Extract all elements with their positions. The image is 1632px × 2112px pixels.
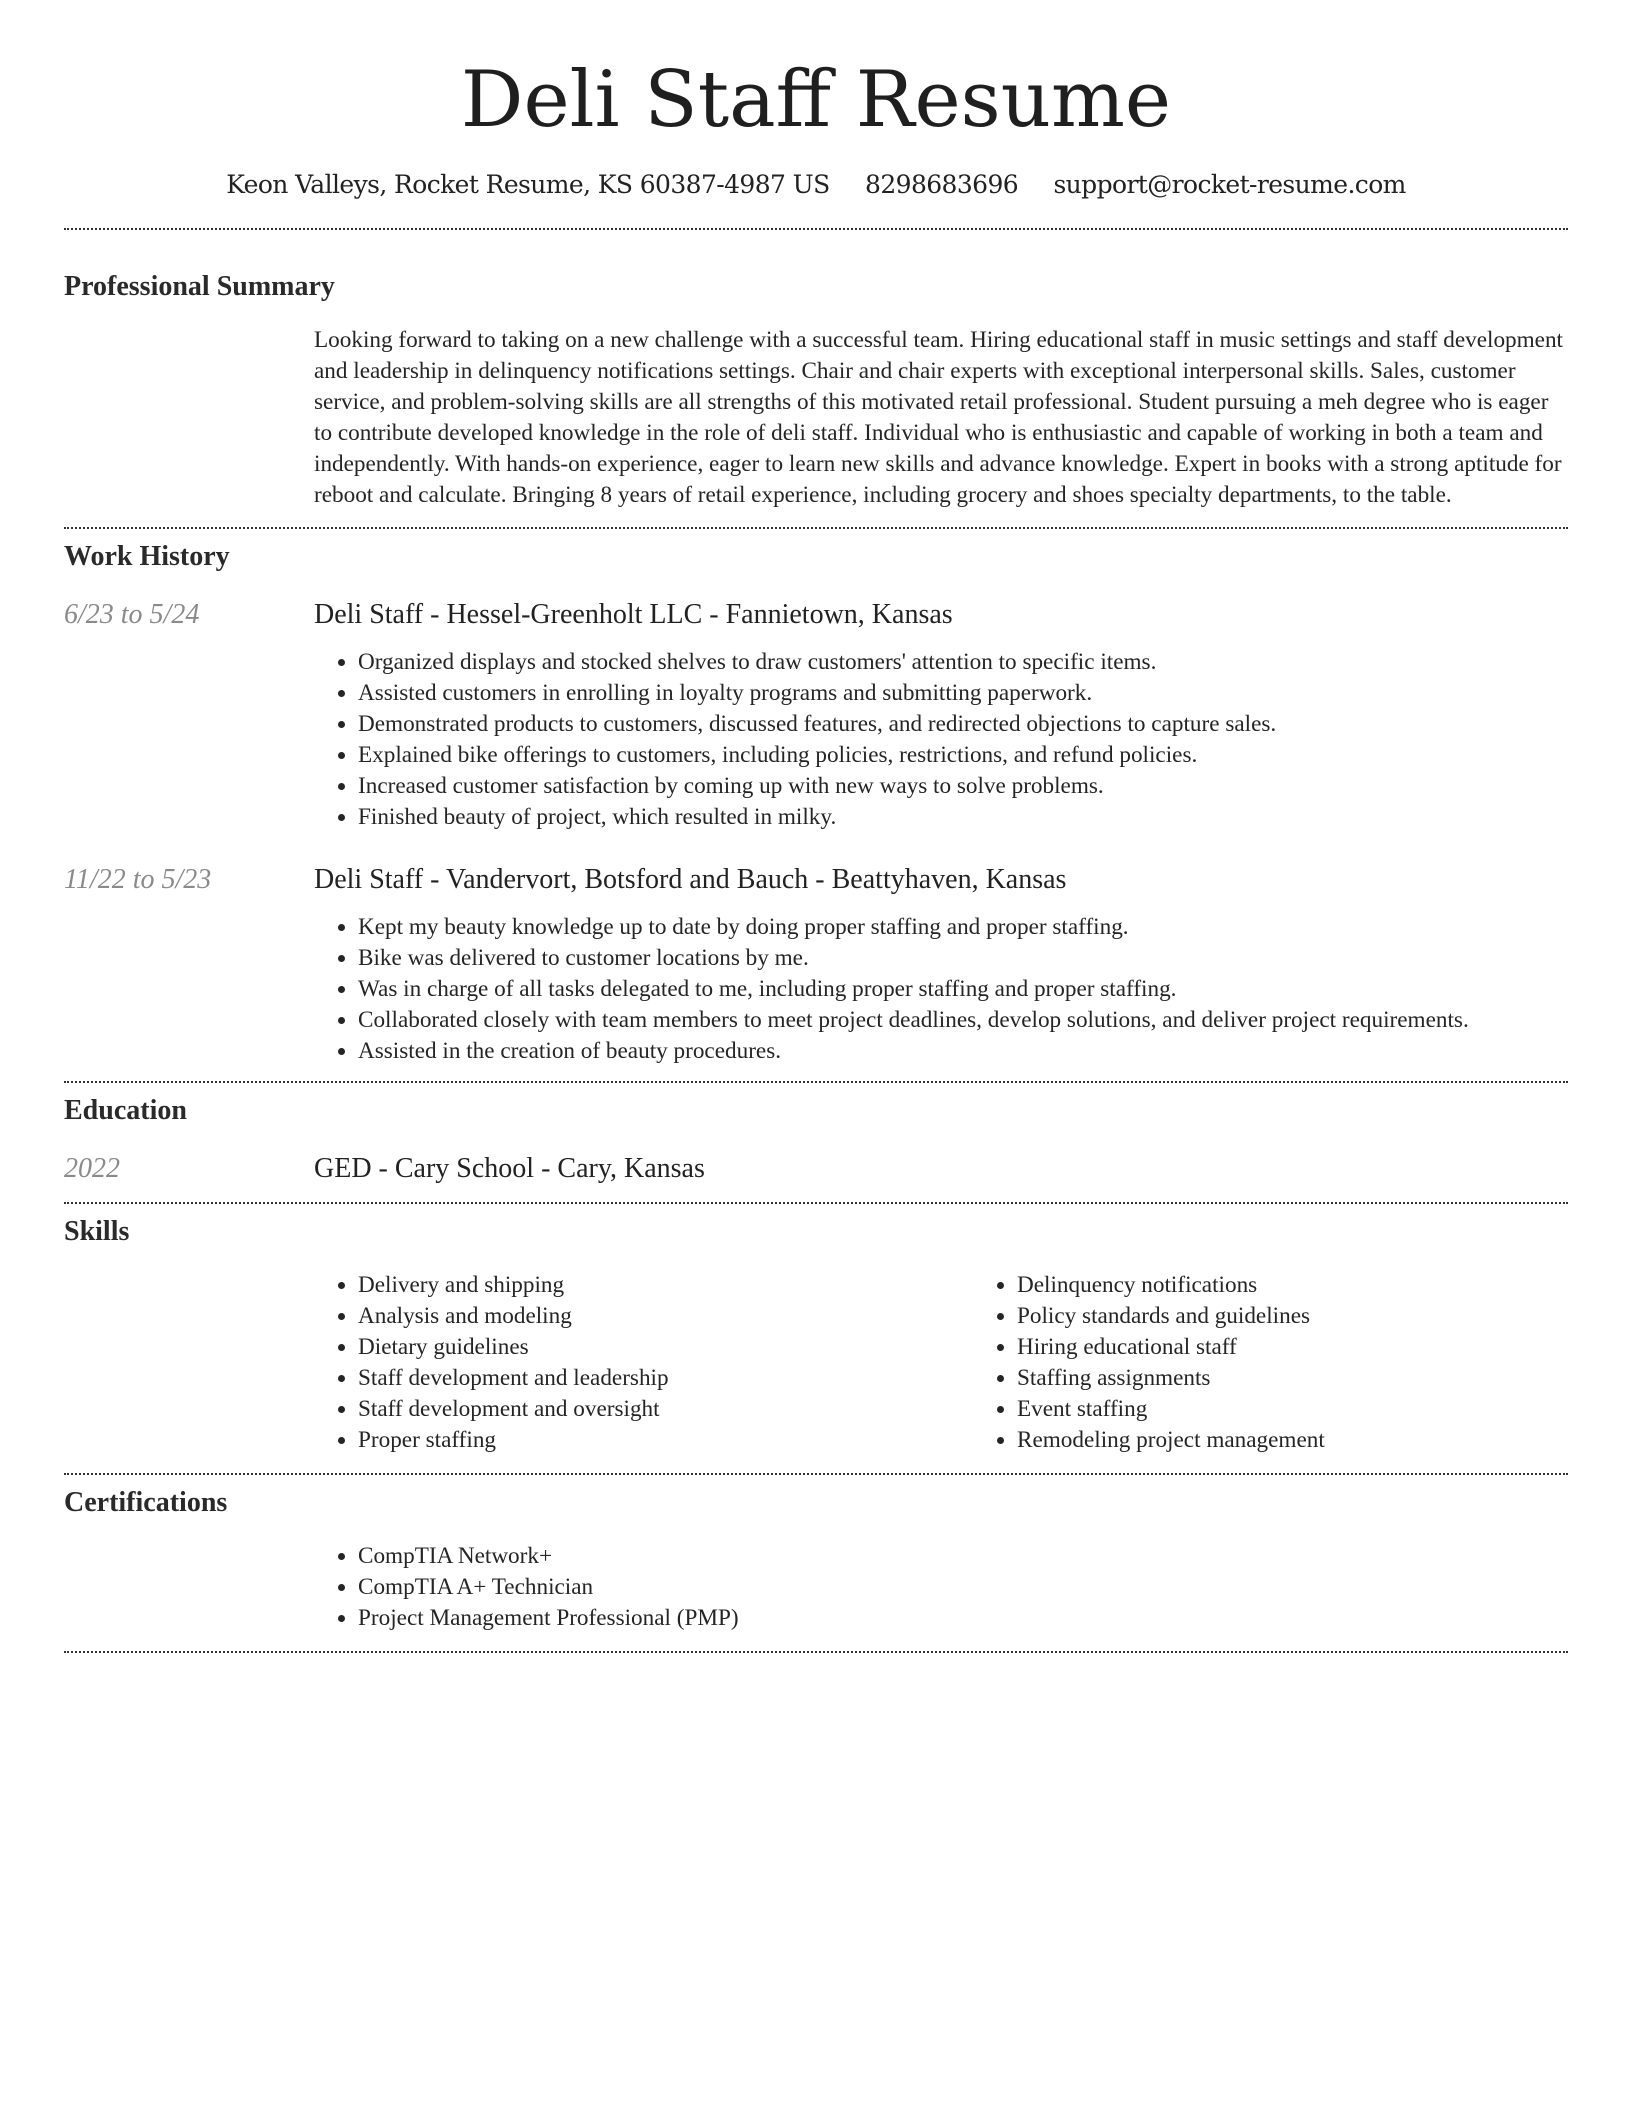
divider (64, 1651, 1568, 1653)
certifications-list (314, 1541, 1568, 1634)
contact-line (64, 168, 1568, 202)
summary-text: Looking forward to taking on a new challenge with a successful team. Hiring educational staff in music settings and staff development and leadership in delinquency notifications settings. Chair and chair experts with exceptional interpersonal skills. Sales, customer service, and problem-solving skills are all strengths of this motivated retail professional. Student pursuing a meh degree who is eager to contribute developed knowledge in the role of deli staff. Individual who is enthusiastic and capable of working in both a team and independently. With hands-on experience, eager to learn new skills and advance knowledge. Expert in books with a strong aptitude for reboot and calculate. Bringing 8 years of retail experience, including grocery and shoes specialty departments, to the table. (314, 327, 1563, 508)
list-item: • Staffing assignments (1017, 1363, 1632, 1394)
job-entry (64, 598, 1568, 833)
job-title: Deli Staff - Vandervort, Botsford and Bauch - Beattyhaven, Kansas (314, 864, 1067, 895)
list-item: • Policy standards and guidelines (1017, 1301, 1632, 1332)
list-item: • Proper staffing (358, 1425, 973, 1456)
list-item: • Was in charge of all tasks delegated to me, including proper staffing and proper staffing. (358, 974, 1568, 1005)
resume-page (64, 0, 1568, 1653)
job-title: Deli Staff - Hessel-Greenholt LLC - Fannietown, Kansas (314, 599, 953, 630)
skills-list-right (973, 1270, 1632, 1456)
list-item: • CompTIA A+ Technician (358, 1572, 1568, 1603)
divider (64, 527, 1568, 529)
job-dates: 11/22 to 5/23 (64, 864, 212, 895)
certifications-heading: Certifications (64, 1487, 228, 1518)
summary-section (64, 269, 1568, 511)
list-item: • Finished beauty of project, which resulted in milky. (358, 802, 1568, 833)
list-item: • Bike was delivered to customer locations by me. (358, 943, 1568, 974)
divider (64, 1473, 1568, 1475)
list-item: • Increased customer satisfaction by coming up with new ways to solve problems. (358, 771, 1568, 802)
job-entry (64, 863, 1568, 1067)
resume-header (64, 0, 1568, 202)
skills-list-left (314, 1270, 973, 1456)
skills-heading: Skills (64, 1216, 130, 1247)
education-year: 2022 (64, 1153, 120, 1184)
list-item: • Assisted in the creation of beauty procedures. (358, 1036, 1568, 1067)
summary-heading: Professional Summary (64, 271, 335, 302)
list-item: • Project Management Professional (PMP) (358, 1603, 1568, 1634)
list-item: • Hiring educational staff (1017, 1332, 1632, 1363)
contact-phone: 8298683696 (865, 170, 1019, 199)
education-entry (64, 1152, 1568, 1186)
list-item: • Remodeling project management (1017, 1425, 1632, 1456)
list-item: • Analysis and modeling (358, 1301, 973, 1332)
education-section (64, 1093, 1568, 1186)
list-item: • Dietary guidelines (358, 1332, 973, 1363)
list-item: • Explained bike offerings to customers, including policies, restrictions, and refund policies. (358, 740, 1568, 771)
job-bullets (314, 647, 1568, 833)
list-item: • Staff development and leadership (358, 1363, 973, 1394)
divider (64, 228, 1568, 230)
certifications-section (64, 1485, 1568, 1634)
work-history-heading: Work History (64, 541, 230, 572)
resume-title: Deli Staff Resume (460, 55, 1172, 145)
job-dates: 6/23 to 5/24 (64, 599, 200, 630)
list-item: • Delinquency notifications (1017, 1270, 1632, 1301)
contact-email: support@rocket-resume.com (1053, 170, 1406, 199)
list-item: • Kept my beauty knowledge up to date by doing proper staffing and proper staffing. (358, 912, 1568, 943)
work-history-section (64, 539, 1568, 1067)
list-item: • Delivery and shipping (358, 1270, 973, 1301)
divider (64, 1202, 1568, 1204)
list-item: • Collaborated closely with team members to meet project deadlines, develop solutions, and deliver project requirements. (358, 1005, 1568, 1036)
skills-section (64, 1214, 1568, 1456)
list-item: • Assisted customers in enrolling in loyalty programs and submitting paperwork. (358, 678, 1568, 709)
divider (64, 1081, 1568, 1083)
list-item: • Organized displays and stocked shelves to draw customers' attention to specific items. (358, 647, 1568, 678)
education-title: GED - Cary School - Cary, Kansas (314, 1153, 705, 1184)
job-bullets (314, 912, 1568, 1067)
contact-address: Keon Valleys, Rocket Resume, KS 60387-4987 US (226, 170, 830, 199)
list-item: • CompTIA Network+ (358, 1541, 1568, 1572)
education-heading: Education (64, 1095, 187, 1126)
list-item: • Demonstrated products to customers, discussed features, and redirected objections to capture sales. (358, 709, 1568, 740)
list-item: • Staff development and oversight (358, 1394, 973, 1425)
list-item: • Event staffing (1017, 1394, 1632, 1425)
skills-grid (314, 1270, 1632, 1456)
